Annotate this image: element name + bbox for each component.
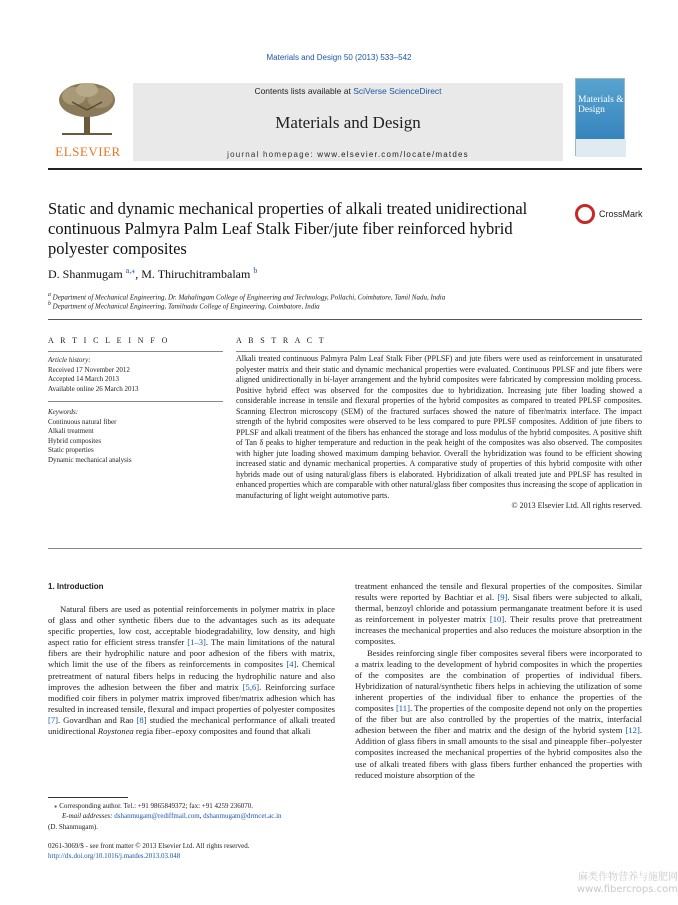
journal-cover-thumbnail[interactable] — [575, 78, 625, 156]
citation-link[interactable]: [9] — [497, 592, 508, 603]
article-title: Static and dynamic mechanical properties of alkali treated unidirectional continuous Palmyra Palm Leaf Stalk Fiber/jute fiber reinforced hybrid polyester composites — [48, 199, 528, 258]
abstract-end-rule — [48, 548, 642, 549]
article-history — [48, 356, 223, 394]
homepage-line — [133, 150, 563, 159]
citation-link[interactable]: [10] — [489, 614, 505, 625]
journal-header — [48, 78, 642, 164]
email-link-1[interactable]: dshanmugam@rediffmail.com — [114, 812, 200, 821]
abstract-heading: A B S T R A C T — [236, 336, 327, 345]
body-text: . Their results prove that pretreatment increases the mechanical properties and also reduces the moisture absorption in the composites. — [355, 614, 642, 647]
body-text: treatment enhanced the tensile and flexural properties of the composites. Similar results were reported by Bachtiar et al. — [355, 581, 642, 603]
journal-banner — [133, 83, 563, 161]
journal-name: Materials and Design — [275, 113, 421, 132]
publisher-logo[interactable] — [48, 78, 128, 160]
crossmark-label: CrossMark — [599, 209, 643, 219]
abstract-body — [236, 354, 642, 512]
keywords-label: Keywords: — [48, 408, 79, 416]
corresponding-author-note: ⁎ Corresponding author. Tel.: +91 9865849372; fax: +91 4259 236070. — [54, 802, 253, 810]
body-text: studied the mechanical performance of alkali treated unidirectional — [48, 714, 335, 737]
journal-citation[interactable]: Materials and Design 50 (2013) 533–542 — [266, 53, 412, 62]
citation-link[interactable]: [12] — [625, 725, 640, 736]
front-matter-info — [48, 841, 348, 861]
citation-link[interactable]: [8] — [136, 714, 147, 725]
author-list: D. Shanmugam $^{a,⁎}$, M. Thiruchitrambalam $^b$ — [48, 266, 258, 281]
footnote: ⁎ Corresponding author. Tel.: +91 9865849372; fax: +91 4259 236070. E-mail addresses: dshanmugam@rediffmail.com, dshanmugam@drmcet.ac.in (D. Shanmugam). — [48, 801, 338, 832]
author-name[interactable]: M. Thiruchitrambalam — [141, 267, 251, 281]
body-text: Natural fibers are used as potential reinforcements in polymer matrix in place of glass and other synthetic fibers due to the advantages such as its adequate specific properties, low cost, acceptable biodegradability, low density, and high aspect ratio for efficient stress transfer — [48, 604, 335, 648]
citation-link[interactable]: [4] — [286, 659, 297, 670]
publisher-name: ELSEVIER — [55, 144, 121, 159]
email-label: E-mail addresses: — [62, 812, 113, 821]
keyword-item: Hybrid composites — [48, 436, 102, 445]
abstract-text: Alkali treated continuous Palmyra Palm Leaf Stalk Fiber (PPLSF) and jute fibers were used as reinforcement in unsaturated polyester matrix and their static and dynamic mechanical properties were evaluated. Continuous PPLSF and jute fibers were aligned unidirectionally in bi-layer arrangement and the hybrid composites were fabricated by compression molding process. Positive hybrid effect was observed for the composites due to hybridization. Increasing jute fiber loading showed a considerable increase in tensile and flexural properties of the hybrid composites as compared to treated PPLSF composites. Scanning Electron microscopy (SEM) of the fractured surfaces showed the nature of fiber/matrix interface. The impact strength of the hybrid composites were observed to be less compared to pure PPLSF composites. Addition of jute fibers to PPLSF and alkali treatment of the fibers has enhanced the storage and loss modulus of the hybrid composites. A positive shift of Tan δ peaks to higher temperature and reduction in the peak height of the composites was also observed. The composites with higher jute loading showed maximum damping behavior. Overall the hybridization was found to be efficient showing increased static and dynamic mechanical properties. A comparative study of properties of this hybrid composite with other hybrids made out of using natural/glass fibers is elaborated. Hybridization of alkali treated jute and PPLSF has resulted in enhanced properties which are comparable with other natural/glass fiber composites thus increasing the scope of application in manufacturing of light weight automotive parts. — [236, 354, 642, 500]
abstract-rule — [236, 351, 642, 352]
homepage-prefix: journal homepage: — [227, 150, 314, 159]
intro-paragraph-2 — [355, 581, 642, 648]
body-column-left — [48, 604, 335, 737]
intro-paragraph-3 — [355, 648, 642, 781]
keyword-item: Alkali treatment — [48, 427, 94, 436]
homepage-link[interactable]: www.elsevier.com/locate/matdes — [317, 150, 469, 159]
affiliation-a: $^a$ Department of Mechanical Engineering, Dr. Mahalingam College of Engineering and Technology, Pollachi, Coimbatore, Tamil Nadu, India — [48, 292, 446, 302]
keyword-item: Static properties — [48, 446, 94, 455]
issn-line: 0261-3069/$ - see front matter © 2013 Elsevier Ltd. All rights reserved. — [48, 842, 250, 850]
history-online: Available online 26 March 2013 — [48, 384, 139, 393]
watermark-line-1: 麻类作物营养与施肥网 — [578, 872, 678, 883]
elsevier-tree-icon — [54, 80, 120, 136]
contents-line — [133, 86, 563, 96]
email-author-name: (D. Shanmugam). — [48, 822, 98, 831]
header-rule — [48, 168, 642, 170]
author-name[interactable]: D. Shanmugam — [48, 267, 123, 281]
keywords-block — [48, 408, 223, 466]
citation-link[interactable]: [11] — [395, 703, 410, 714]
body-text: Besides reinforcing single fiber composites several fibers were incorporated to a matrix leading to the development of hybrid composites in which the properties of the composites are the combination of properties of individual fibers. Hybridization of natural/synthetic fibers helps in achieving the utilization of some inherent properties of the individual fiber to enhance the properties of the composites — [355, 647, 642, 714]
author-sup[interactable]: a,⁎ — [125, 266, 136, 275]
crossmark-icon — [575, 204, 595, 224]
citation-link[interactable]: [1–3] — [187, 637, 206, 648]
body-text: . Govardhan and Rao — [58, 714, 137, 725]
history-received: Received 17 November 2012 — [48, 365, 130, 374]
citation-link[interactable]: [5,6] — [242, 681, 260, 692]
sciencedirect-link[interactable]: SciVerse ScienceDirect — [353, 86, 442, 96]
section-heading-introduction: 1. Introduction — [48, 582, 104, 591]
keyword-item: Dynamic mechanical analysis — [48, 455, 132, 464]
body-text: . Chemical pretreatment of natural fibers helps in reducing the hydrophilic nature and also improves the adhesion between the fiber and matrix — [48, 659, 335, 692]
body-text: . The properties of the composite depend not only on the properties of the fiber but are also controlled by the properties of the matrix, interfacial adhesion between the fiber and matrix and the design of the hybrid system — [355, 703, 642, 736]
cover-strip — [576, 139, 626, 157]
body-text: . Reinforcing surface modified coir fibers in polymer matrix improved fiber/matrix adhesion which has resulted in increased tensile, flexural and impact properties of polyester composites — [48, 681, 335, 714]
doi-link[interactable]: http://dx.doi.org/10.1016/j.matdes.2013.03.048 — [48, 852, 181, 861]
site-watermark — [548, 872, 678, 896]
italic-term: Roystonea — [97, 726, 134, 737]
article-info-heading: A R T I C L E I N F O — [48, 336, 170, 345]
affiliation-rule — [48, 319, 642, 320]
history-accepted: Accepted 14 March 2013 — [48, 375, 119, 384]
body-text: . The main limitations of the natural fibers are their hydrophilic nature and poor adhesion of the fibers with matrix, which limit the use of the fibers as reinforcements in composites — [48, 637, 335, 670]
article-info-rule — [48, 351, 223, 352]
copyright-notice: © 2013 Elsevier Ltd. All rights reserved. — [511, 501, 642, 510]
watermark-line-2: www.fibercrops.com — [576, 884, 678, 895]
author-sup[interactable]: b — [253, 266, 258, 275]
footnote-rule — [48, 797, 128, 798]
affiliation-b: $^b$ Department of Mechanical Engineering, Tamilnadu College of Engineering, Coimbatore, India — [48, 301, 320, 311]
keywords-rule — [48, 401, 223, 402]
contents-prefix: Contents lists available at — [254, 86, 351, 96]
intro-paragraph-1 — [48, 604, 335, 737]
body-text: . Addition of glass fibers in small amounts to the sisal and pineapple fiber–polyester composites increased the mechanical properties of the hybrid composites also the use of alkali treated fibers with glass fibers further enhanced the properties with reduced moisture absorption of the — [355, 725, 642, 780]
keyword-item: Continuous natural fiber — [48, 417, 117, 426]
history-label: Article history: — [48, 356, 91, 364]
body-text: . Sisal fibers were subjected to alkali, thermal, benzoyl chloride and potassium permanganate treatment before it is used as reinforcement in polyester matrix — [355, 592, 643, 625]
crossmark-button[interactable] — [575, 204, 645, 226]
citation-link[interactable]: [7] — [48, 714, 59, 725]
body-column-right — [355, 581, 642, 781]
body-text: regia fiber–epoxy composites and found that alkali — [133, 726, 311, 737]
cover-title: Materials & Design — [578, 95, 624, 115]
email-link-2[interactable]: dshanmugam@drmcet.ac.in — [203, 812, 282, 821]
